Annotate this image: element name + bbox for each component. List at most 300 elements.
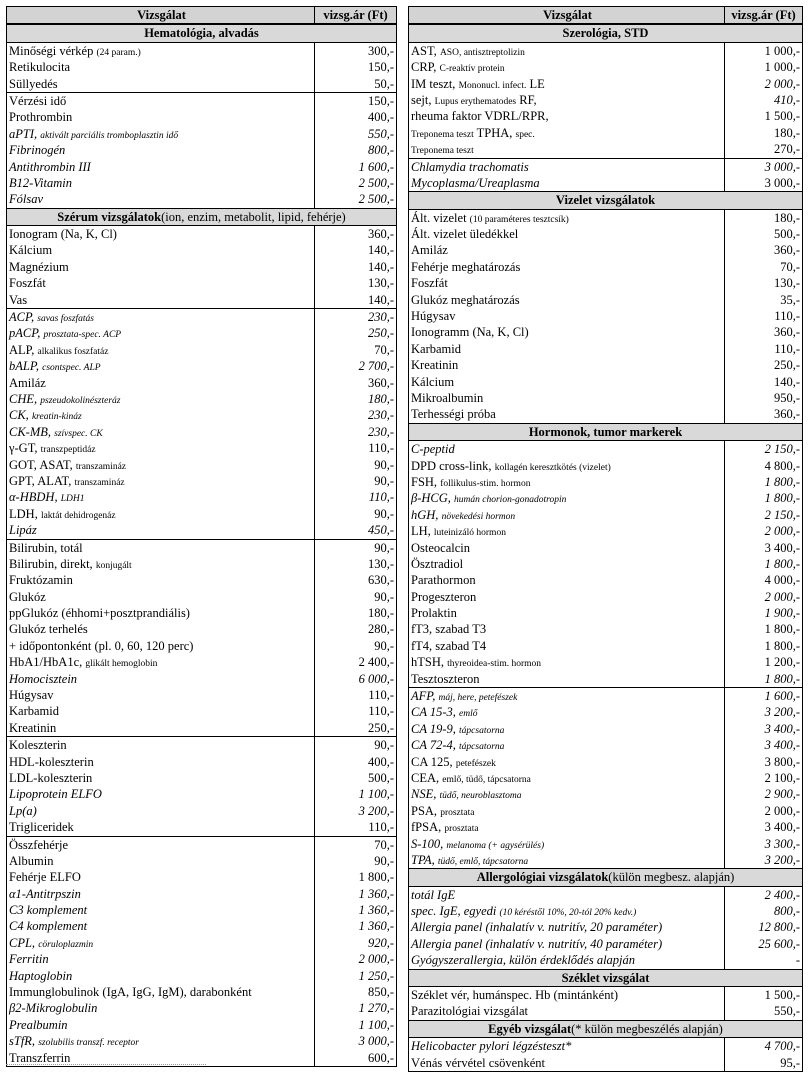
exam-detail: szolubilis transzf. receptor (38, 1038, 139, 1049)
left-price-table (6, 6, 397, 1067)
exam-price: 3 400,- (724, 737, 802, 753)
exam-detail: tápcsatorna (459, 742, 505, 753)
exam-price: 140,- (314, 242, 396, 258)
exam-name (7, 540, 314, 556)
exam-label: Fehérje ELFO (9, 870, 81, 885)
section-title-text: Hematológia, alvadás (144, 26, 259, 41)
exam-price: 1 000,- (724, 59, 802, 75)
exam-price: 1 600,- (314, 159, 396, 175)
exam-name (409, 341, 724, 357)
exam-name (409, 308, 724, 324)
exam-name (409, 92, 724, 108)
exam-label: Vérzési idő (9, 93, 67, 108)
exam-price: 850,- (314, 984, 396, 1000)
exam-price: 90,- (314, 506, 396, 522)
exam-name (409, 605, 724, 621)
table-row (7, 191, 396, 207)
exam-name (409, 125, 724, 141)
exam-name (7, 968, 314, 984)
table-row (409, 819, 802, 835)
exam-detail: (10 paraméteres tesztcsík) (469, 214, 569, 225)
exam-label: sejt, (411, 92, 432, 107)
exam-price: 3 000,- (314, 1033, 396, 1049)
table-row (409, 1003, 802, 1019)
table-row (409, 108, 802, 124)
table-row (7, 175, 396, 191)
exam-price: 1 360,- (314, 902, 396, 918)
exam-label: C3 komplement (9, 903, 88, 918)
table-row (7, 687, 396, 703)
exam-price: 70,- (724, 259, 802, 275)
exam-label: Fehérje meghatározás (411, 259, 521, 274)
table-row (409, 1055, 802, 1071)
table-row (409, 210, 802, 226)
table-row (409, 275, 802, 291)
table-row (7, 375, 396, 391)
exam-label: Ösztradiol (411, 556, 464, 571)
exam-detail: humán chorion-gonadotropin (454, 495, 567, 506)
exam-name (7, 391, 314, 407)
exam-name (7, 457, 314, 473)
section-title (409, 424, 802, 440)
exam-price: 110,- (314, 703, 396, 719)
section-note: (ion, enzim, metabolit, lipid, fehérje) (161, 209, 346, 224)
exam-name (409, 490, 724, 506)
exam-name (409, 43, 724, 59)
table-row (409, 671, 802, 687)
exam-price: 2 400,- (724, 887, 802, 903)
exam-label: Haptoglobin (9, 968, 73, 983)
exam-price: 3 400,- (724, 540, 802, 556)
exam-detail: máj, here, petefészek (438, 693, 518, 704)
exam-price: 1 500,- (724, 987, 802, 1003)
exam-price: 70,- (314, 837, 396, 853)
exam-price: 95,- (724, 1055, 802, 1071)
exam-detail: pszeudokolinészteráz (40, 395, 121, 406)
table-row (409, 458, 802, 474)
exam-name (409, 292, 724, 308)
exam-price: 360,- (724, 242, 802, 258)
table-row (7, 803, 396, 819)
exam-price: 3 400,- (724, 819, 802, 835)
exam-label: Prolaktin (411, 606, 457, 621)
exam-name (409, 987, 724, 1003)
exam-label: Koleszterin (9, 738, 67, 753)
exam-price: 920,- (314, 935, 396, 951)
table-row (409, 490, 802, 506)
table-row (7, 440, 396, 456)
exam-price: 800,- (314, 142, 396, 158)
exam-name (409, 374, 724, 390)
exam-name (409, 540, 724, 556)
table-row (409, 324, 802, 340)
exam-name (7, 407, 314, 423)
exam-label: Mikroalbumin (411, 390, 484, 405)
table-row (409, 141, 802, 157)
exam-name (7, 754, 314, 770)
table-row (409, 507, 802, 523)
table-row (409, 572, 802, 588)
exam-label: α-HBDH, (9, 490, 58, 505)
exam-price: 70,- (314, 342, 396, 358)
exam-price: 500,- (314, 770, 396, 786)
exam-name (409, 572, 724, 588)
table-row (409, 292, 802, 308)
exam-label: AST, (411, 43, 437, 58)
table-header (7, 7, 396, 24)
exam-name (409, 721, 724, 737)
exam-price: 130,- (724, 275, 802, 291)
exam-name (409, 108, 724, 124)
exam-name (7, 589, 314, 605)
exam-label: Fólsav (9, 192, 44, 207)
section-header (409, 423, 802, 441)
exam-detail: thyreoidea-stim. hormon (447, 659, 542, 670)
exam-name (7, 935, 314, 951)
table-row (7, 638, 396, 654)
table-row (7, 159, 396, 175)
exam-price: 3 200,- (724, 704, 802, 720)
table-row (7, 407, 396, 423)
exam-price: 180,- (314, 605, 396, 621)
exam-price: 2 000,- (724, 803, 802, 819)
exam-label: Amiláz (9, 375, 46, 390)
exam-price: 300,- (314, 43, 396, 59)
exam-label: fPSA, (411, 820, 442, 835)
exam-name (7, 786, 314, 802)
table-row (409, 704, 802, 720)
exam-detail: konjugált (95, 560, 132, 571)
exam-label: Bilirubin, totál (9, 540, 83, 555)
exam-detail: (24 param.) (96, 47, 141, 58)
exam-label: Osteocalcin (411, 540, 471, 555)
table-row (7, 1000, 396, 1016)
exam-name (7, 869, 314, 885)
exam-price: 630,- (314, 572, 396, 588)
exam-detail: glikált hemoglobin (85, 659, 158, 670)
exam-name (409, 737, 724, 753)
exam-label: β2-Mikroglobulin (9, 1001, 98, 1016)
exam-name (409, 688, 724, 704)
exam-price: 110,- (314, 819, 396, 835)
exam-name (7, 59, 314, 75)
exam-label: Összfehérje (9, 837, 68, 852)
exam-detail: Treponema teszt (411, 129, 474, 140)
exam-price: 2 400,- (314, 654, 396, 670)
exam-label: pACP, (9, 326, 41, 341)
exam-label: aPTI, (9, 126, 38, 141)
exam-label: Vénás vérvétel csövenként (411, 1055, 545, 1070)
exam-price: 4 000,- (724, 572, 802, 588)
exam-price: 2 000,- (314, 951, 396, 967)
exam-name (409, 654, 724, 670)
exam-label: Allergia panel (inhalatív v. nutritív, 40 paraméter) (411, 936, 663, 951)
exam-label: Ferritin (9, 952, 49, 967)
table-row (409, 357, 802, 373)
exam-label: Ált. vizelet (411, 210, 467, 225)
exam-label: Széklet vér, humánspec. Hb (mintánként) (411, 988, 619, 1003)
exam-label: NSE, (411, 787, 437, 802)
exam-detail: ASO, antisztreptolizin (439, 47, 525, 58)
exam-label: TPA, (411, 852, 435, 867)
section-title (409, 1021, 802, 1037)
section-header (7, 208, 396, 226)
exam-detail: tápcsatorna (459, 725, 505, 736)
exam-price: 450,- (314, 522, 396, 538)
exam-label: AFP, (411, 689, 436, 704)
table-row (409, 887, 802, 903)
exam-price: 2 900,- (724, 786, 802, 802)
exam-price: 250,- (314, 325, 396, 341)
exam-price: 1 800,- (724, 671, 802, 687)
exam-label: Kreatinin (9, 720, 57, 735)
exam-label: rheuma faktor VDRL/RPR, (411, 109, 549, 124)
table-row (7, 703, 396, 719)
exam-price: 3 300,- (724, 836, 802, 852)
table-row (409, 242, 802, 258)
exam-name (409, 1038, 724, 1054)
exam-name (409, 754, 724, 770)
exam-detail: tüdő, emlő, tápcsatorna (437, 856, 529, 867)
exam-detail: spec. (515, 129, 535, 140)
exam-label: Mycoplasma/Ureaplasma (411, 175, 540, 190)
exam-label: Chlamydia trachomatis (411, 159, 529, 174)
table-row (7, 754, 396, 770)
table-row (409, 474, 802, 490)
table-row (409, 540, 802, 556)
exam-name (7, 325, 314, 341)
exam-name (409, 887, 724, 903)
exam-name (7, 605, 314, 621)
table-row (7, 819, 396, 835)
exam-price: 360,- (724, 324, 802, 340)
exam-name (409, 141, 724, 157)
exam-label: CA 15-3, (411, 705, 456, 720)
exam-label: + időpontonként (pl. 0, 60, 120 perc) (9, 638, 194, 653)
section-header (409, 1020, 802, 1038)
table-row (7, 226, 396, 242)
exam-name (409, 242, 724, 258)
exam-detail: Mononucl. infect. (458, 80, 527, 91)
header-price: vizsg.ár (Ft) (724, 7, 802, 23)
table-row (7, 43, 396, 59)
exam-price: 410,- (724, 92, 802, 108)
section-title-text: Szerológia, STD (562, 26, 649, 41)
exam-label: Terhességi próba (411, 407, 496, 422)
exam-name (409, 786, 724, 802)
exam-label: S-100, (411, 836, 444, 851)
exam-name (7, 489, 314, 505)
exam-price: 140,- (314, 259, 396, 275)
exam-name (409, 803, 724, 819)
exam-price: 2 000,- (724, 523, 802, 539)
exam-price: 1 800,- (314, 869, 396, 885)
table-row (7, 736, 396, 753)
exam-price: 3 200,- (314, 803, 396, 819)
table-row (409, 556, 802, 572)
exam-detail: transzpeptidáz (40, 445, 96, 456)
exam-label: Magnézium (9, 259, 69, 274)
exam-detail: prosztata (444, 824, 479, 835)
table-row (409, 803, 802, 819)
table-row (409, 836, 802, 852)
table-row (409, 605, 802, 621)
exam-label: Prothrombin (9, 110, 73, 125)
right-table-body (409, 24, 802, 1071)
exam-label: Immunglobulinok (IgA, IgG, IgM), darabonként (9, 985, 252, 1000)
section-title (409, 970, 802, 986)
table-row (7, 935, 396, 951)
exam-label: Allergia panel (inhalatív v. nutritív, 20 paraméter) (411, 920, 663, 935)
exam-price: 800,- (724, 903, 802, 919)
exam-label: Prealbumin (9, 1017, 68, 1032)
exam-detail: tüdő, neuroblasztoma (439, 791, 522, 802)
section-note: (külön megbesz. alapján) (608, 870, 735, 885)
header-exam: Vizsgálat (137, 8, 186, 22)
exam-label: Transzferrin (9, 1050, 71, 1065)
table-row (7, 605, 396, 621)
exam-detail: növekedési hormon (441, 511, 516, 522)
table-row (409, 374, 802, 390)
table-row (409, 721, 802, 737)
exam-label: Homocisztein (9, 671, 78, 686)
exam-price: 1 000,- (724, 43, 802, 59)
exam-detail: luteinizáló hormon (433, 528, 506, 539)
exam-label: C4 komplement (9, 919, 88, 934)
table-row (409, 936, 802, 952)
exam-name (7, 1033, 314, 1049)
exam-name (7, 76, 314, 92)
exam-label: Lipoprotein ELFO (9, 787, 102, 802)
exam-detail: C-reaktív protein (439, 64, 505, 75)
exam-name (7, 803, 314, 819)
table-row (409, 308, 802, 324)
exam-label: Húgysav (411, 309, 456, 324)
section-title (409, 192, 802, 208)
exam-price: 1 800,- (724, 621, 802, 637)
exam-price: 3 400,- (724, 721, 802, 737)
exam-label: CA 72-4, (411, 738, 456, 753)
exam-price: 2 150,- (724, 441, 802, 457)
exam-price: 360,- (314, 375, 396, 391)
exam-price: 3 200,- (724, 852, 802, 868)
exam-label: Bilirubin, direkt, (9, 556, 93, 571)
exam-label: Minőségi vérkép (9, 43, 94, 58)
table-row (409, 621, 802, 637)
exam-name (7, 1017, 314, 1033)
table-row (7, 506, 396, 522)
exam-detail: petefészek (455, 758, 496, 769)
exam-price: 2 000,- (724, 589, 802, 605)
table-row (7, 539, 396, 556)
exam-label: GPT, ALAT, (9, 473, 72, 488)
exam-label: Parathormon (411, 573, 476, 588)
section-header (409, 868, 802, 886)
exam-price: - (724, 952, 802, 968)
exam-price: 130,- (314, 556, 396, 572)
exam-price: 90,- (314, 853, 396, 869)
exam-detail: transzamináz (74, 477, 125, 488)
exam-label: Süllyedés (9, 76, 58, 91)
exam-name (409, 621, 724, 637)
exam-price: 110,- (314, 440, 396, 456)
table-row (409, 59, 802, 75)
exam-label: FSH, (411, 474, 438, 489)
exam-price: 600,- (314, 1050, 396, 1066)
section-header (409, 191, 802, 209)
table-row (7, 522, 396, 538)
exam-price: 150,- (314, 93, 396, 109)
exam-name (7, 886, 314, 902)
exam-detail: kollagén keresztkötés (vizelet) (494, 462, 611, 473)
exam-detail: aktivált parciális tromboplasztin idő (40, 130, 179, 141)
exam-name (7, 638, 314, 654)
exam-name (409, 390, 724, 406)
exam-detail: csontspec. ALP (42, 363, 101, 374)
exam-label: Húgysav (9, 688, 54, 703)
table-row (7, 142, 396, 158)
exam-price: 110,- (314, 687, 396, 703)
exam-price: 230,- (314, 407, 396, 423)
table-row (7, 391, 396, 407)
exam-label: CPL, (9, 935, 36, 950)
exam-name (409, 523, 724, 539)
exam-name (409, 507, 724, 523)
exam-detail: follikulus-stim. hormon (440, 478, 531, 489)
table-row (409, 341, 802, 357)
exam-price: 360,- (314, 226, 396, 242)
exam-name (7, 375, 314, 391)
exam-label: LDH, (9, 506, 38, 521)
exam-label: hTSH, (411, 655, 444, 670)
exam-label: B12-Vitamin (9, 175, 72, 190)
exam-label: totál IgE (411, 887, 456, 902)
exam-price: 3 000,- (724, 159, 802, 175)
exam-price: 2 100,- (724, 770, 802, 786)
section-title (7, 25, 396, 41)
table-row (7, 1033, 396, 1049)
exam-name (409, 1055, 724, 1071)
header-price: vizsg.ár (Ft) (314, 7, 396, 23)
exam-price: 90,- (314, 540, 396, 556)
exam-name (409, 357, 724, 373)
exam-label: spec. IgE, egyedi (411, 904, 497, 919)
table-row (7, 126, 396, 142)
table-row (7, 951, 396, 967)
table-row (409, 737, 802, 753)
table-row (409, 903, 802, 919)
exam-price: 180,- (724, 125, 802, 141)
exam-label: Lipáz (9, 523, 37, 538)
table-row (7, 720, 396, 736)
exam-name (409, 275, 724, 291)
table-row (7, 424, 396, 440)
exam-price: 1 360,- (314, 886, 396, 902)
exam-name (409, 175, 724, 191)
exam-label: hGH, (411, 507, 439, 522)
exam-name (7, 556, 314, 572)
section-note: (* külön megbeszélés alapján) (571, 1021, 723, 1036)
exam-name (409, 770, 724, 786)
table-row (409, 92, 802, 108)
exam-name (7, 126, 314, 142)
section-title-text: Szérum vizsgálatok (57, 209, 162, 224)
section-title-text: Hormonok, tumor markerek (528, 424, 683, 439)
exam-label: ACP, (9, 310, 35, 325)
exam-price: 1 270,- (314, 1000, 396, 1016)
exam-price: 270,- (724, 141, 802, 157)
table-row (409, 952, 802, 968)
